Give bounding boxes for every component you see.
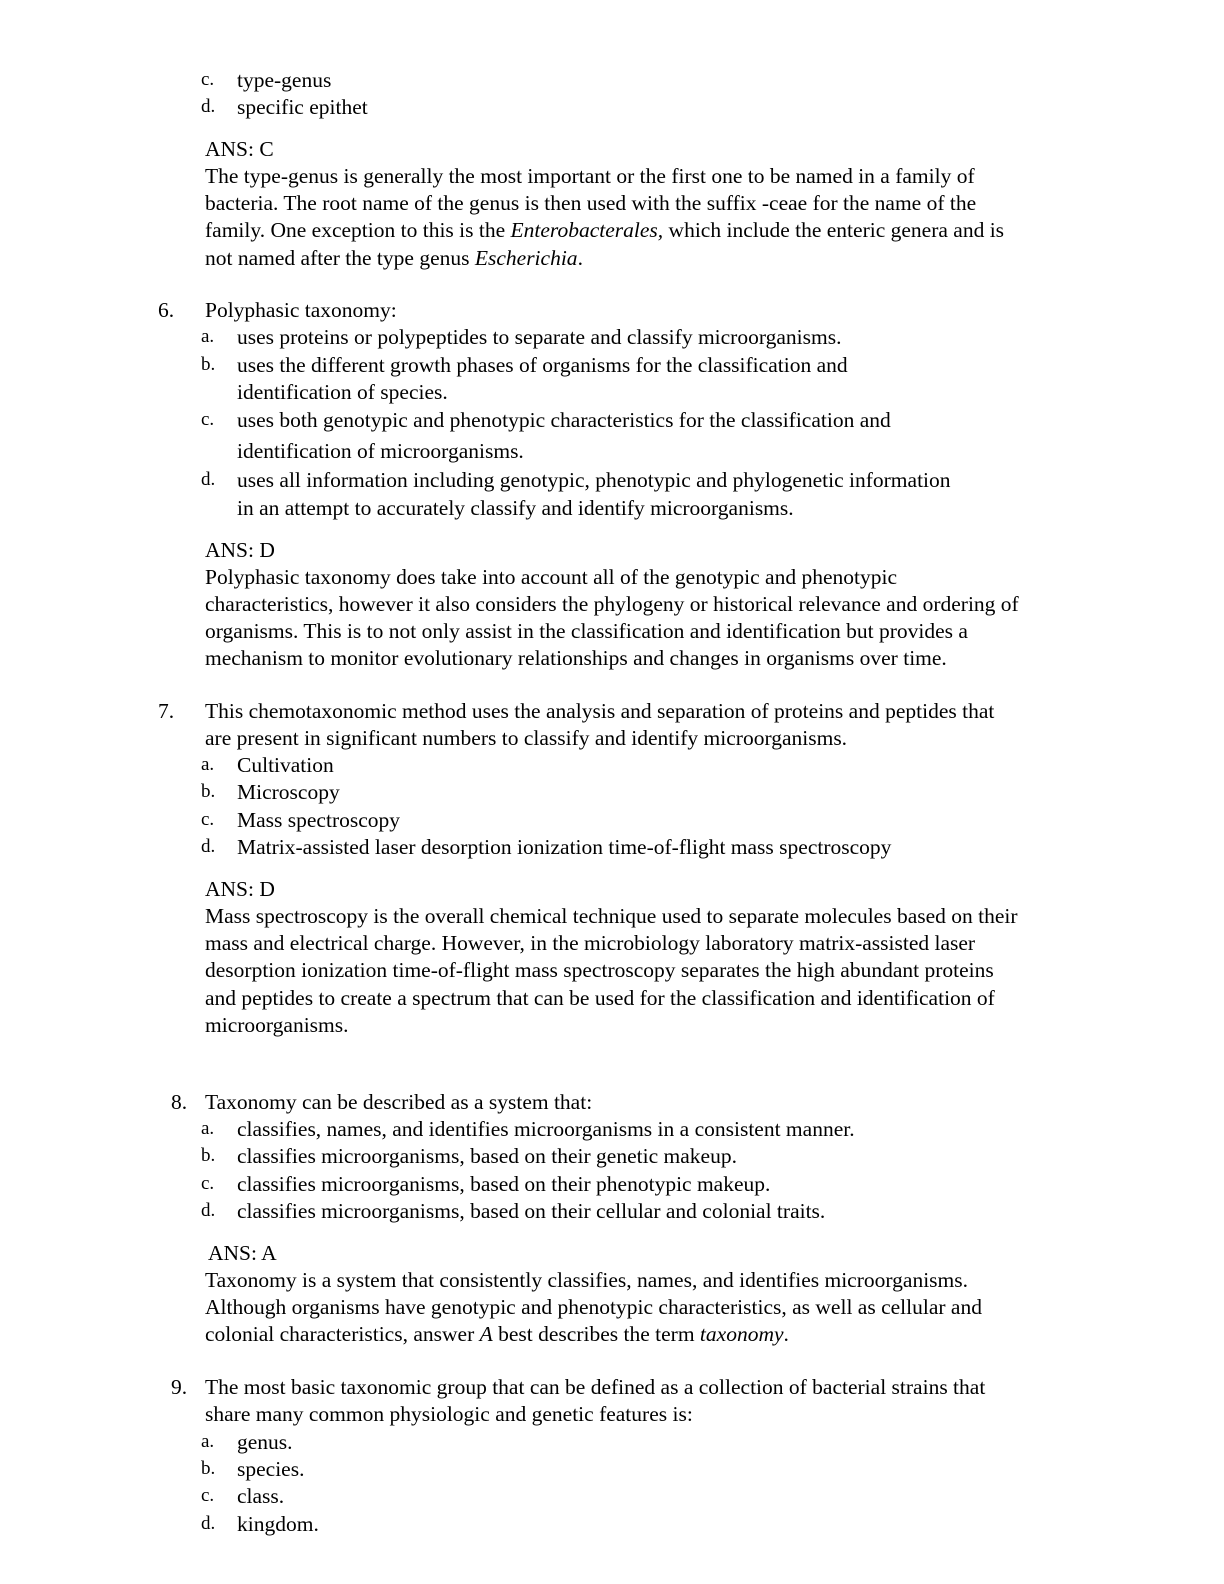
option-text: species. — [237, 1457, 305, 1481]
option-letter: a. — [201, 1431, 215, 1452]
option-text: uses both genotypic and phenotypic characteristics for the classification and — [237, 408, 891, 432]
option-letter: c. — [201, 409, 215, 430]
option-text: classifies microorganisms, based on their cellular and colonial traits. — [237, 1199, 826, 1223]
option-letter: d. — [201, 836, 216, 857]
option-text: uses proteins or polypeptides to separate and classify microorganisms. — [237, 325, 842, 349]
option-letter: c. — [201, 1173, 215, 1194]
option-text: identification of species. — [237, 380, 448, 404]
explanation-line: desorption ionization time-of-flight mass spectroscopy separates the high abundant proteins — [205, 958, 994, 982]
explanation-line: characteristics, however it also considers the phylogeny or historical relevance and ordering of — [205, 592, 1019, 616]
answer-label: ANS: D — [205, 877, 275, 901]
option-text: type-genus — [237, 68, 332, 92]
option-letter: a. — [201, 754, 215, 775]
option-letter: c. — [201, 1485, 215, 1506]
option-text: Matrix-assisted laser desorption ionization time-of-flight mass spectroscopy — [237, 835, 892, 859]
question-stem: are present in significant numbers to classify and identify microorganisms. — [205, 726, 848, 750]
option-letter: d. — [201, 96, 216, 117]
option-letter: b. — [201, 1145, 216, 1166]
option-text: Cultivation — [237, 753, 334, 777]
option-letter: a. — [201, 1118, 215, 1139]
option-text: class. — [237, 1484, 285, 1508]
option-letter: d. — [201, 1513, 216, 1534]
option-letter: b. — [201, 1458, 216, 1479]
option-letter: b. — [201, 781, 216, 802]
italic-term: taxonomy — [699, 1322, 784, 1346]
option-text: classifies, names, and identifies microorganisms in a consistent manner. — [237, 1117, 855, 1141]
question-stem: Polyphasic taxonomy: — [205, 298, 397, 322]
explanation-line: mass and electrical charge. However, in the microbiology laboratory matrix-assisted laser — [205, 931, 976, 955]
option-text: uses the different growth phases of organisms for the classification and — [237, 353, 848, 377]
answer-label: ANS: A — [208, 1241, 277, 1265]
explanation-line: The type-genus is generally the most important or the first one to be named in a family of — [205, 164, 975, 188]
option-letter: c. — [201, 69, 215, 90]
explanation-line: organisms. This is to not only assist in the classification and identification but provides a — [205, 619, 968, 643]
explanation-line: microorganisms. — [205, 1013, 349, 1037]
option-letter: d. — [201, 469, 216, 490]
italic-term: Escherichia — [474, 246, 578, 270]
option-letter: d. — [201, 1200, 216, 1221]
explanation-line: mechanism to monitor evolutionary relationships and changes in organisms over time. — [205, 646, 947, 670]
question-stem: This chemotaxonomic method uses the analysis and separation of proteins and peptides that — [205, 699, 995, 723]
italic-term: A — [479, 1322, 493, 1346]
option-text: in an attempt to accurately classify and identify microorganisms. — [237, 496, 794, 520]
option-text: classifies microorganisms, based on their phenotypic makeup. — [237, 1172, 771, 1196]
option-text: Microscopy — [237, 780, 340, 804]
option-text: kingdom. — [237, 1512, 319, 1536]
explanation-line: Although organisms have genotypic and phenotypic characteristics, as well as cellular and — [205, 1295, 982, 1319]
question-number: 6. — [158, 298, 175, 322]
explanation-line: Polyphasic taxonomy does take into account all of the genotypic and phenotypic — [205, 565, 898, 589]
explanation-line: family. One exception to this is the Enterobacterales, which include the enteric genera and is — [205, 218, 1005, 242]
option-text: Mass spectroscopy — [237, 808, 401, 832]
question-number: 7. — [158, 699, 175, 723]
option-text: identification of microorganisms. — [237, 439, 524, 463]
question-stem: share many common physiologic and genetic features is: — [205, 1402, 693, 1426]
question-stem: Taxonomy can be described as a system that: — [205, 1090, 593, 1114]
question-number: 8. — [171, 1090, 188, 1114]
option-text: genus. — [237, 1430, 293, 1454]
option-letter: b. — [201, 354, 216, 375]
option-text: uses all information including genotypic, phenotypic and phylogenetic information — [237, 468, 951, 492]
question-stem: The most basic taxonomic group that can be defined as a collection of bacterial strains that — [205, 1375, 986, 1399]
explanation-line: and peptides to create a spectrum that can be used for the classification and identification of — [205, 986, 995, 1010]
answer-label: ANS: D — [205, 538, 275, 562]
explanation-line: not named after the type genus Escherichia. — [205, 246, 583, 270]
italic-term: Enterobacterales, — [510, 218, 664, 242]
explanation-line: bacteria. The root name of the genus is then used with the suffix -ceae for the name of the — [205, 191, 977, 215]
option-text: classifies microorganisms, based on their genetic makeup. — [237, 1144, 737, 1168]
option-letter: a. — [201, 326, 215, 347]
question-number: 9. — [171, 1375, 188, 1399]
explanation-line: Taxonomy is a system that consistently classifies, names, and identifies microorganisms. — [205, 1268, 969, 1292]
option-letter: c. — [201, 809, 215, 830]
explanation-line: colonial characteristics, answer A best describes the term taxonomy. — [205, 1322, 789, 1346]
explanation-line: Mass spectroscopy is the overall chemical technique used to separate molecules based on their — [205, 904, 1018, 928]
option-text: specific epithet — [237, 95, 368, 119]
answer-label: ANS: C — [205, 137, 274, 161]
